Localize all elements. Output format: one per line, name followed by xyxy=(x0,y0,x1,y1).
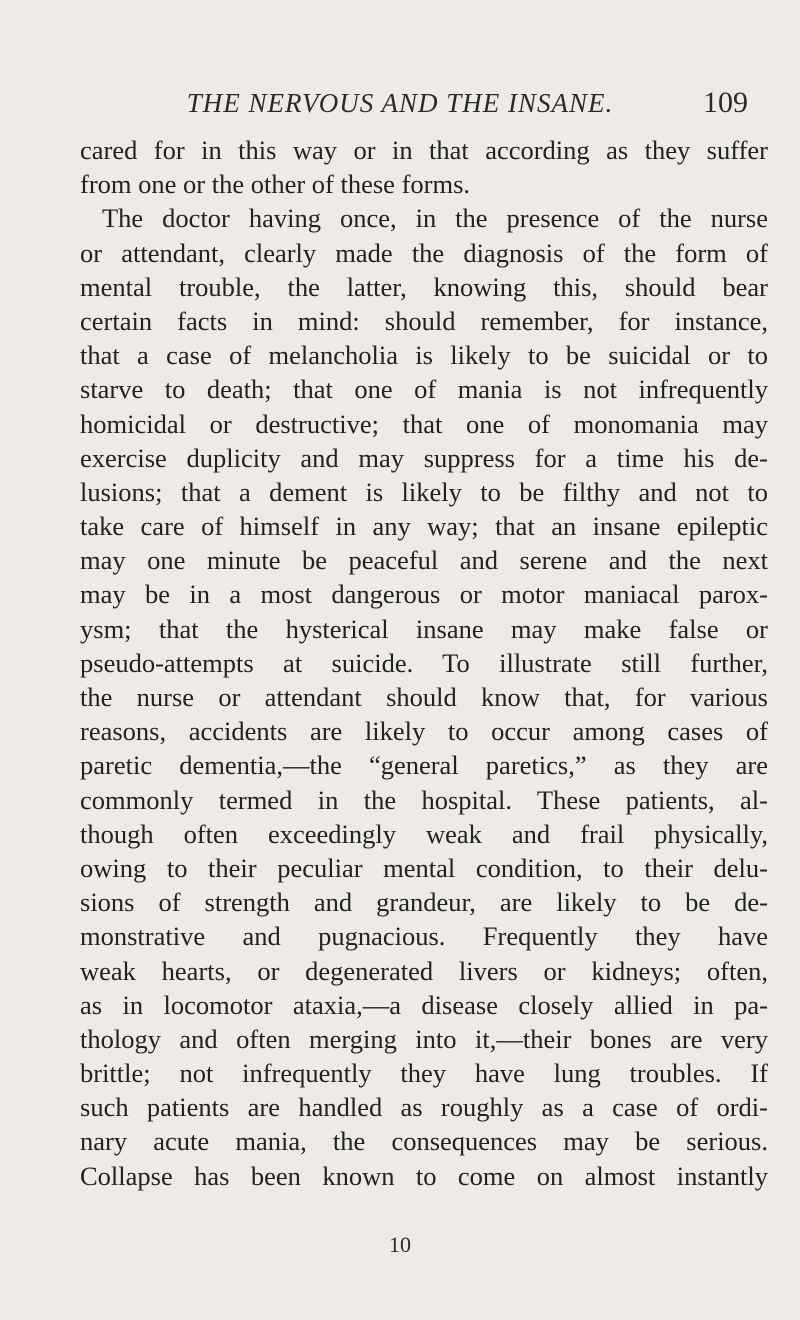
text-line: may be in a most dangerous or motor maniacal parox- xyxy=(80,579,768,610)
text-line: brittle; not infrequently they have lung troubles. If xyxy=(80,1058,768,1089)
text-line: paretic dementia,—the “general paretics,” as they are xyxy=(80,750,768,781)
text-line: cared for in this way or in that according as they suffer xyxy=(80,135,768,165)
text-line: starve to death; that one of mania is not infrequently xyxy=(80,374,768,405)
text-line: exercise duplicity and may suppress for a time his de- xyxy=(80,442,768,473)
text-line: may one minute be peaceful and serene and the next xyxy=(80,545,768,576)
text-line: mental trouble, the latter, knowing this, should bear xyxy=(80,271,768,302)
text-line: thology and often merging into it,—their bones are very xyxy=(80,1023,768,1054)
text-line: that a case of melancholia is likely to be suicidal or to xyxy=(80,340,768,371)
text-line: from one or the other of these forms. xyxy=(80,169,471,200)
text-line: reasons, accidents are likely to occur among cases of xyxy=(80,716,768,747)
text-line: though often exceedingly weak and frail physically, xyxy=(80,818,768,849)
text-line: lusions; that a dement is likely to be filthy and not to xyxy=(80,476,768,507)
text-line: sions of strength and grandeur, are likely to be de- xyxy=(80,887,768,918)
text-line: monstrative and pugnacious. Frequently they have xyxy=(80,921,768,952)
text-line: commonly termed in the hospital. These patients, al- xyxy=(80,784,768,815)
text-line: homicidal or destructive; that one of monomania may xyxy=(80,408,768,439)
text-line: as in locomotor ataxia,—a disease closely allied in pa- xyxy=(80,989,768,1020)
text-line: certain facts in mind: should remember, for instance, xyxy=(80,305,768,336)
text-line: pseudo-attempts at suicide. To illustrate still further, xyxy=(80,647,768,678)
text-line: nary acute mania, the consequences may be serious. xyxy=(80,1126,768,1157)
text-line: take care of himself in any way; that an insane epileptic xyxy=(80,511,768,542)
signature-mark: 10 xyxy=(389,1232,411,1257)
text-line: The doctor having once, in the presence of the nurse xyxy=(102,203,768,234)
running-title: THE NERVOUS AND THE INSANE. xyxy=(186,88,614,118)
text-line: or attendant, clearly made the diagnosis of the form of xyxy=(80,237,768,268)
text-line: Collapse has been known to come on almost instantly xyxy=(80,1160,768,1191)
text-line: weak hearts, or degenerated livers or kidneys; often, xyxy=(80,955,768,986)
text-line: such patients are handled as roughly as a case of ordi- xyxy=(80,1092,768,1123)
page-number: 109 xyxy=(703,86,748,119)
text-line: ysm; that the hysterical insane may make false or xyxy=(80,613,768,644)
text-line: owing to their peculiar mental condition, to their delu- xyxy=(80,852,768,883)
text-line: the nurse or attendant should know that, for various xyxy=(80,682,768,712)
body-text xyxy=(80,133,768,1193)
